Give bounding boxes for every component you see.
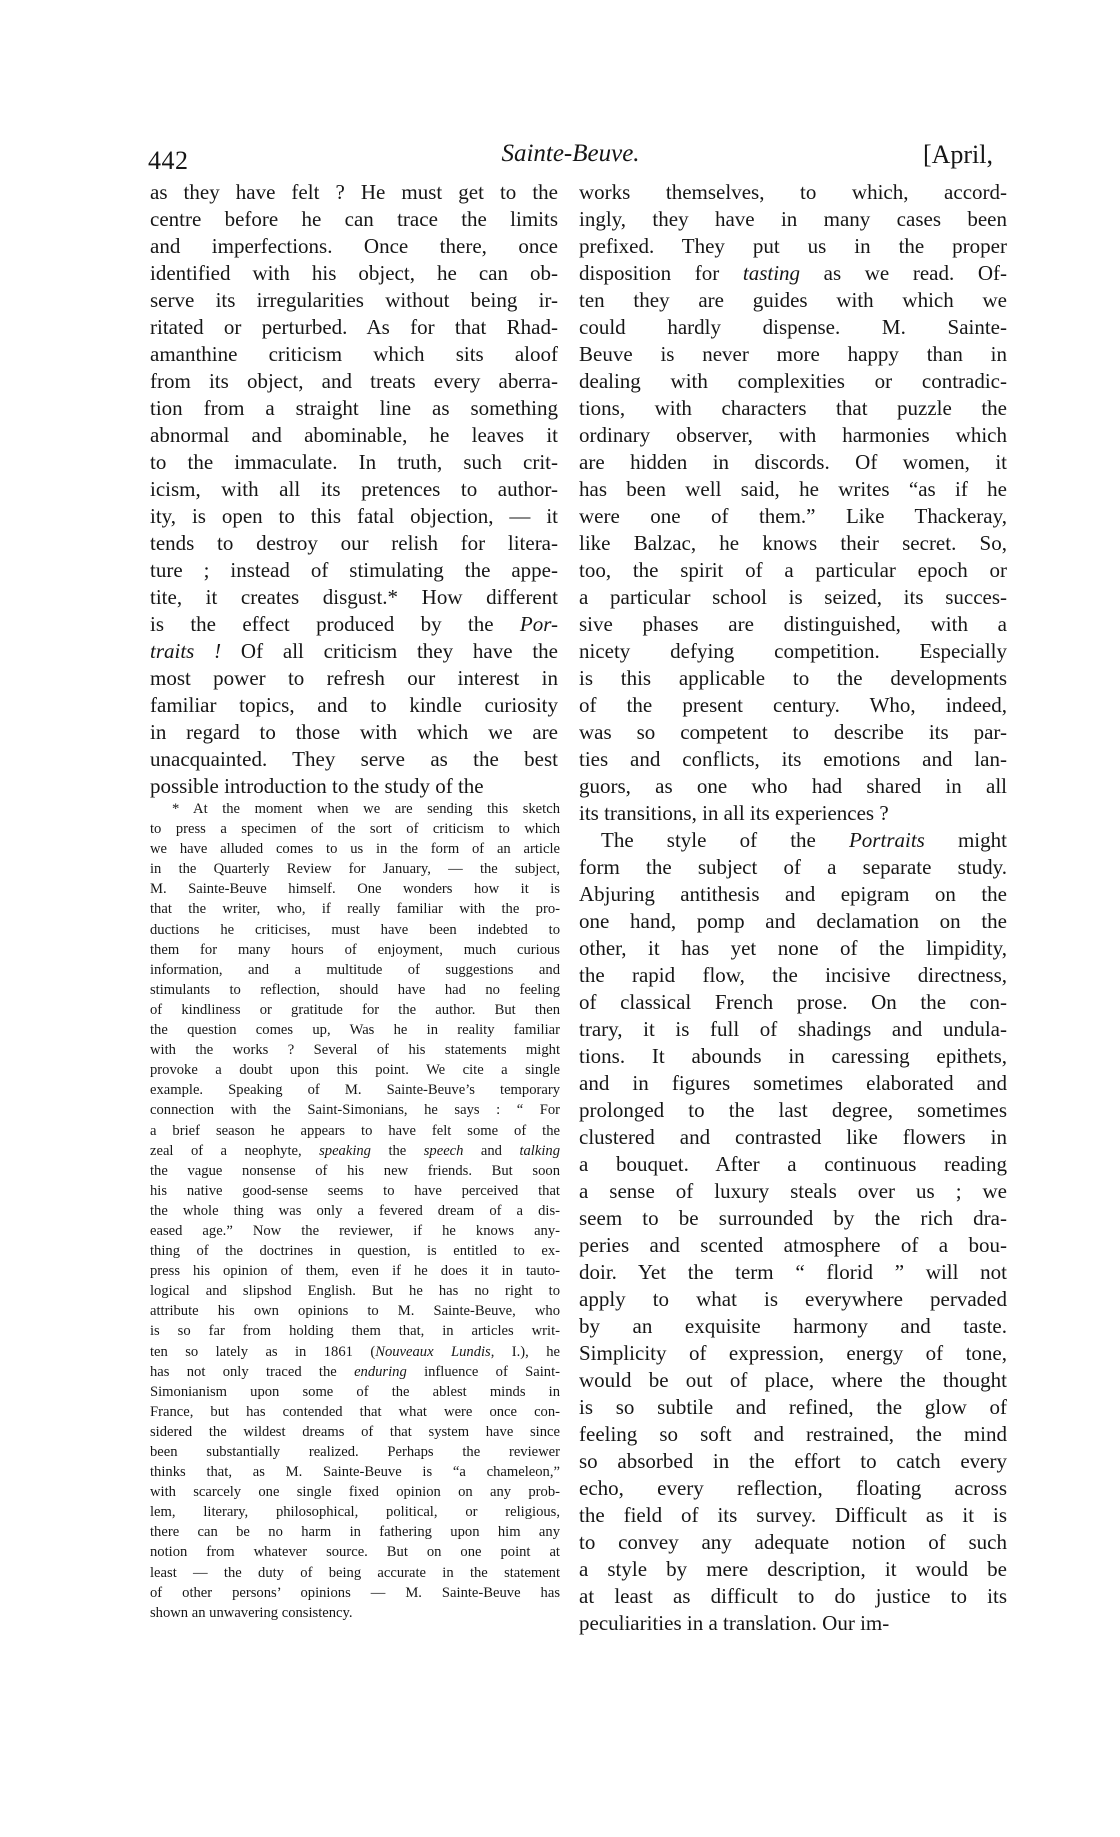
footnote xyxy=(150,799,560,1623)
text-line: the question comes up, Was he in reality familiar xyxy=(150,1022,560,1039)
text-line: information, and a multitude of suggestions and xyxy=(150,961,560,978)
text-line: could hardly dispense. M. Sainte- xyxy=(579,315,1007,339)
text-line: shown an unwavering consistency. xyxy=(150,1604,353,1621)
text-line: is so subtile and refined, the glow of xyxy=(579,1395,1007,1419)
text-line: prolonged to the last degree, sometimes xyxy=(579,1098,1007,1122)
text-line: to the immaculate. In truth, such crit- xyxy=(150,450,558,474)
text-line: ordinary observer, with harmonies which xyxy=(579,423,1007,447)
text-line: so absorbed in the effort to catch every xyxy=(579,1449,1007,1473)
text-line: them for many hours of enjoyment, much curious xyxy=(150,941,560,958)
text-line: the field of its survey. Difficult as it is xyxy=(579,1503,1007,1527)
text-line: in the Quarterly Review for January, — the subject, xyxy=(150,861,560,878)
text-line: a bouquet. After a continuous reading xyxy=(579,1152,1007,1176)
text-line: identified with his object, he can ob- xyxy=(150,261,558,285)
text-line: to press a specimen of the sort of criticism to which xyxy=(150,821,560,838)
text-line: of classical French prose. On the con- xyxy=(579,990,1007,1014)
text-line: is so far from holding them that, in articles writ- xyxy=(150,1323,560,1340)
paragraph-1 xyxy=(579,179,1007,827)
text-line: works themselves, to which, accord- xyxy=(579,180,1007,204)
text-line: is this applicable to the developments xyxy=(579,666,1007,690)
text-line: has been well said, he writes “as if he xyxy=(579,477,1007,501)
text-line: tite, it creates disgust.* How different xyxy=(150,585,558,609)
text-line: lem, literary, philosophical, political, or religious, xyxy=(150,1504,560,1521)
running-head xyxy=(148,140,993,175)
text-line: prefixed. They put us in the proper xyxy=(579,234,1007,258)
text-line: peculiarities in a translation. Our im- xyxy=(579,1611,890,1635)
text-line: eased age.” Now the reviewer, if he knows any- xyxy=(150,1222,560,1239)
text-line: seem to be surrounded by the rich dra- xyxy=(579,1206,1007,1230)
text-line: to convey any adequate notion of such xyxy=(579,1530,1007,1554)
text-line: there can be no harm in fathering upon him any xyxy=(150,1524,560,1541)
text-line: traits ! Of all criticism they have the xyxy=(150,639,558,663)
text-line: peries and scented atmosphere of a bou- xyxy=(579,1233,1007,1257)
text-line: a brief season he appears to have felt some of the xyxy=(150,1122,560,1139)
text-line: like Balzac, he knows their secret. So, xyxy=(579,531,1007,555)
text-line: sidered the wildest dreams of that system have since xyxy=(150,1423,560,1440)
running-date: [April, xyxy=(922,140,993,169)
text-line: * At the moment when we are sending this sketch xyxy=(172,801,560,817)
text-line: the vague nonsense of his new friends. But soon xyxy=(150,1162,560,1179)
paragraph-2 xyxy=(579,827,1007,1637)
text-line: most power to refresh our interest in xyxy=(150,666,558,690)
text-line: ties and conflicts, its emotions and lan- xyxy=(579,747,1007,771)
text-line: a particular school is seized, its succes- xyxy=(579,585,1007,609)
text-line: thinks that, as M. Sainte-Beuve is “a chameleon,” xyxy=(150,1464,560,1481)
text-line: echo, every reflection, floating across xyxy=(579,1476,1007,1500)
text-line: connection with the Saint-Simonians, he says : “ For xyxy=(150,1102,560,1119)
text-line: sive phases are distinguished, with a xyxy=(579,612,1007,636)
text-line: least — the duty of being accurate in the statement xyxy=(150,1564,560,1581)
text-line: has not only traced the enduring influence of Saint- xyxy=(150,1363,560,1380)
text-line: nicety defying competition. Especially xyxy=(579,639,1007,663)
text-line: disposition for tasting as we read. Of- xyxy=(579,261,1007,285)
text-line: icism, with all its pretences to author- xyxy=(150,477,558,501)
text-line: possible introduction to the study of the xyxy=(150,774,484,798)
page-number: 442 xyxy=(148,146,189,175)
text-line: thing of the doctrines in question, is entitled to ex- xyxy=(150,1243,560,1260)
text-line: one hand, pomp and declamation on the xyxy=(579,909,1007,933)
text-line: with scarcely one single fixed opinion on any prob- xyxy=(150,1484,560,1501)
text-line: ten they are guides with which we xyxy=(579,288,1007,312)
text-line: at least as difficult to do justice to its xyxy=(579,1584,1007,1608)
text-line: were one of them.” Like Thackeray, xyxy=(579,504,1007,528)
text-line: Simonianism upon some of the ablest minds in xyxy=(150,1383,560,1400)
text-line: been substantially realized. Perhaps the reviewer xyxy=(150,1444,560,1460)
text-line: by an exquisite harmony and taste. xyxy=(579,1314,1007,1338)
text-line: M. Sainte-Beuve himself. One wonders how it is xyxy=(150,881,560,898)
text-line: clustered and contrasted like flowers in xyxy=(579,1125,1007,1149)
text-line: example. Speaking of M. Sainte-Beuve’s temporary xyxy=(150,1082,560,1099)
text-line: tions, with characters that puzzle the xyxy=(579,396,1007,420)
text-line: in regard to those with which we are xyxy=(150,720,558,744)
running-title: Sainte-Beuve. xyxy=(501,140,640,167)
text-line: tends to destroy our relish for litera- xyxy=(150,531,558,555)
text-line: notion from whatever source. But on one point at xyxy=(150,1544,560,1561)
text-line: ductions he criticises, must have been indebted to xyxy=(150,921,560,938)
text-line: is the effect produced by the Por- xyxy=(150,612,558,636)
text-line: and imperfections. Once there, once xyxy=(150,234,558,258)
text-line: France, but has contended that what were once con- xyxy=(150,1403,560,1420)
text-line: trary, it is full of shadings and undula- xyxy=(579,1017,1007,1041)
text-line: amanthine criticism which sits aloof xyxy=(150,342,558,366)
text-line: abnormal and abominable, he leaves it xyxy=(150,423,558,447)
text-line: ritated or perturbed. As for that Rhad- xyxy=(150,315,558,339)
text-line: with the works ? Several of his statements might xyxy=(150,1042,560,1059)
text-line: the rapid flow, the incisive directness, xyxy=(579,963,1007,987)
text-line: feeling so soft and restrained, the mind xyxy=(579,1422,1007,1446)
text-line: tion from a straight line as something xyxy=(150,396,558,420)
text-line: attribute his own opinions to M. Sainte-Beuve, who xyxy=(150,1303,560,1320)
text-line: his native good-sense seems to have perceived that xyxy=(150,1182,560,1199)
text-line: from its object, and treats every aberra- xyxy=(150,369,558,393)
text-line: its transitions, in all its experiences ? xyxy=(579,801,889,825)
text-line: ingly, they have in many cases been xyxy=(579,207,1007,231)
text-line: unacquainted. They serve as the best xyxy=(150,747,558,771)
text-line: of other persons’ opinions — M. Sainte-Beuve has xyxy=(150,1584,560,1601)
text-line: as they have felt ? He must get to the xyxy=(150,180,558,204)
text-line: zeal of a neophyte, speaking the speech and talking xyxy=(150,1142,560,1159)
text-line: a style by mere description, it would be xyxy=(579,1557,1007,1581)
text-line: dealing with complexities or contradic- xyxy=(579,369,1007,393)
text-line: and in figures sometimes elaborated and xyxy=(579,1071,1007,1095)
text-line: logical and slipshod English. But he has no right to xyxy=(150,1283,560,1300)
text-line: we have alluded comes to us in the form of an article xyxy=(150,841,560,858)
text-line: ten so lately as in 1861 (Nouveaux Lundis, I.), he xyxy=(150,1343,560,1360)
text-line: would be out of place, where the thought xyxy=(579,1368,1007,1392)
text-line: stimulants to reflection, should have had no feeling xyxy=(150,981,560,998)
text-line: doir. Yet the term “ florid ” will not xyxy=(579,1260,1007,1284)
text-line: tions. It abounds in caressing epithets, xyxy=(579,1044,1007,1068)
text-line: provoke a doubt upon this point. We cite a single xyxy=(150,1062,560,1079)
text-line: are hidden in discords. Of women, it xyxy=(579,450,1007,474)
text-line: apply to what is everywhere pervaded xyxy=(579,1287,1007,1311)
text-line: a sense of luxury steals over us ; we xyxy=(579,1179,1007,1203)
text-line: Beuve is never more happy than in xyxy=(579,342,1007,366)
text-line: The style of the Portraits might xyxy=(601,828,1007,852)
text-line: of kindliness or gratitude for the author. But then xyxy=(150,1001,560,1018)
text-line: too, the spirit of a particular epoch or xyxy=(579,558,1007,582)
text-line: familiar topics, and to kindle curiosity xyxy=(150,693,558,717)
text-line: serve its irregularities without being ir- xyxy=(150,288,558,312)
text-line: centre before he can trace the limits xyxy=(150,207,558,231)
text-line: form the subject of a separate study. xyxy=(579,855,1007,879)
left-column-body xyxy=(150,179,558,800)
text-line: ity, is open to this fatal objection, — it xyxy=(150,504,558,528)
text-line: press his opinion of them, even if he does it in tauto- xyxy=(150,1263,560,1280)
text-line: ture ; instead of stimulating the appe- xyxy=(150,558,558,582)
right-column-body xyxy=(579,179,1007,1637)
text-line: was so competent to describe its par- xyxy=(579,720,1007,744)
text-line: of the present century. Who, indeed, xyxy=(579,693,1007,717)
text-line: that the writer, who, if really familiar with the pro- xyxy=(150,901,560,918)
text-line: other, it has yet none of the limpidity, xyxy=(579,936,1007,960)
text-line: Simplicity of expression, energy of tone, xyxy=(579,1341,1007,1365)
text-line: Abjuring antithesis and epigram on the xyxy=(579,882,1007,906)
text-line: guors, as one who had shared in all xyxy=(579,774,1007,798)
text-line: the whole thing was only a fevered dream of a dis- xyxy=(150,1202,560,1219)
